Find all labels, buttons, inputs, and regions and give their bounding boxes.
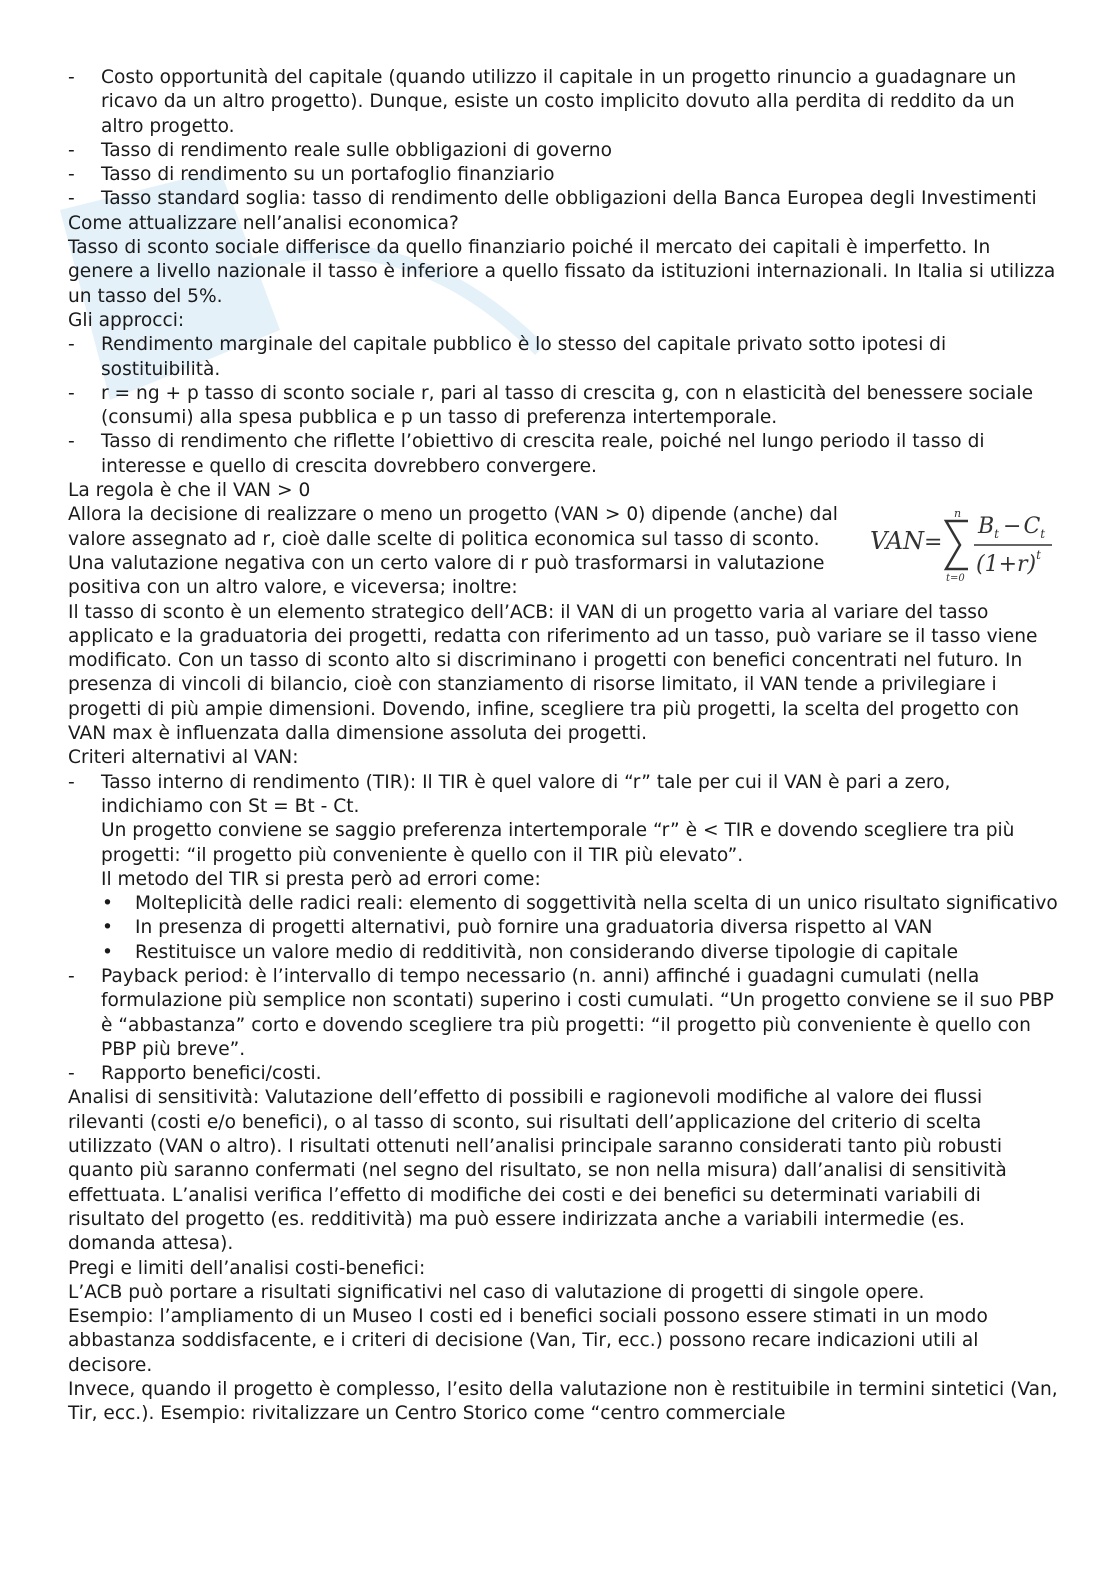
bullet-item: • Restituisce un valore medio di redditività, non considerando diverse tipologie di capitale [68,941,1058,965]
list-item: - Tasso di rendimento che riflette l’obiettivo di crescita reale, poiché nel lungo periodo il tasso di interesse e quello di crescita dovrebbero convergere. [68,430,1058,479]
list-item: - Tasso standard soglia: tasso di rendimento delle obbligazioni della Banca Europea degli Investimenti [68,187,1058,211]
question-heading: Come attualizzare nell’analisi economica? [68,212,459,234]
list-item: - Tasso di rendimento reale sulle obbligazioni di governo [68,139,1058,163]
paragraph-sensitivita: Analisi di sensitività: Valutazione dell’effetto di possibili e ragionevoli modifiche al valore dei flussi rilevanti (costi e/o benefici), o al tasso di sconto, sui risultati dell’applicazione del criterio di scelta utilizzato (VAN o altro). I risultati ottenuti nell’analisi principale saranno considerati tanto più robusti quanto più saranno confermati (nel segno del risultato, se non nella misura) dall’analisi di sensitività effettuata. L’analisi verifica l’effetto di modifiche dei costi e dei benefici su determinati variabili di risultato del progetto (es. redditività) ma può essere indirizzata anche a variabili intermedie (es. domanda attesa). [68,1087,1007,1255]
pregi-heading: Pregi e limiti dell’analisi costi-benefici: [68,1257,426,1279]
tir-errori: Il metodo del TIR si presta però ad errori come: [101,868,541,890]
formula-b-sub: t [994,527,999,542]
paragraph-tasso-sociale: Tasso di sconto sociale differisce da quello finanziario poiché il mercato dei capitali è imperfetto. In genere a livello nazionale il tasso è inferiore a quello fissato da istituzioni internazionali. In Italia si utilizza un tasso del 5%. [68,237,1056,307]
formula-c: C [1023,514,1041,540]
formula-lhs: VAN [870,527,925,556]
rule-line: La regola è che il VAN > 0 [68,480,311,502]
formula-numerator [977,514,1045,541]
approcci-heading: Gli approcci: [68,309,185,331]
tir-conviene: Un progetto conviene se saggio preferenza intertemporale “r” è < TIR e dovendo scegliere tra più progetti: “il progetto più conveniente è quello con il TIR più elevato”. [101,820,1015,866]
van-section [68,503,1058,600]
formula-minus: − [1003,514,1022,540]
formula-b: B [978,514,995,540]
list-item-rapporto: - Rapporto benefici/costi. [68,1062,1058,1086]
criteri-heading: Criteri alternativi al VAN: [68,747,299,769]
document-page [68,66,1058,1427]
paragraph-invece: Invece, quando il progetto è complesso, l’esito della valutazione non è restituibile in termini sintetici (Van, Tir, ecc.). Esempio: rivitalizzare un Centro Storico come “centro commerciale [68,1379,1058,1425]
paragraph-esempio: Esempio: l’ampliamento di un Museo I costi ed i benefici sociali possono essere stimati in un modo abbastanza soddisfacente, e i criteri di decisione (Van, Tir, ecc.) possono recare indicazioni utili al decisore. [68,1306,988,1376]
bullet-item: • Molteplicità delle radici reali: elemento di soggettività nella scelta di un unico risultato significativo [68,892,1058,916]
formula-den: (1+r) [976,552,1037,578]
bullet-item: • In presenza di progetti alternativi, può fornire una graduatoria diversa rispetto al VAN [68,916,1058,940]
paragraph-strategico: Il tasso di sconto è un elemento strategico dell’ACB: il VAN di un progetto varia al variare del tasso applicato e la graduatoria dei progetti, redatta con riferimento ad un tasso, può variare se il tasso viene modificato. Con un tasso di sconto alto si discriminano i progetti con benefici concentrati nel futuro. In presenza di vincoli di bilancio, cioè con stanziamento di risorse limitato, il VAN tende a privilegiare i progetti di più ampie dimensioni. Dovendo, infine, scegliere tra più progetti, la scelta del progetto con VAN max è influenzata dalla dimensione assoluta dei progetti. [68,601,1038,745]
van-formula [870,505,1054,581]
list-item: - Rendimento marginale del capitale pubblico è lo stesso del capitale privato sotto ipotesi di sostituibilità. [68,333,1058,382]
list-item-tir: - Tasso interno di rendimento (TIR): Il TIR è quel valore di “r” tale per cui il VAN è pari a zero, indichiamo con St = Bt - Ct. [68,771,1058,820]
list-item-payback: - Payback period: è l’intervallo di tempo necessario (n. anni) affinché i guadagni cumulati (nella formulazione più semplice non scontati) superino i costi cumulati. “Un progetto conviene se il suo PBP è “abbastanza” corto e dovendo scegliere tra più progetti: “il progetto più conveniente è quello con PBP più breve”. [68,965,1058,1062]
formula-equals: = [924,530,943,556]
formula-exp: t [1036,548,1041,563]
formula-denominator [976,548,1041,577]
formula-lower: t=0 [946,573,965,582]
list-item: - r = ng + p tasso di sconto sociale r, pari al tasso di crescita g, con n elasticità del benessere sociale (consumi) alla spesa pubblica e p un tasso di preferenza intertemporale. [68,382,1058,431]
sigma-icon [946,521,968,569]
list-item: - Costo opportunità del capitale (quando utilizzo il capitale in un progetto rinuncio a guadagnare un ricavo da un altro progetto). Dunque, esiste un costo implicito dovuto alla perdita di reddito da un altro progetto. [68,66,1058,139]
formula-upper: n [954,507,962,521]
list-item: - Tasso di rendimento su un portafoglio finanziario [68,163,1058,187]
paragraph-decisione: Allora la decisione di realizzare o meno un progetto (VAN > 0) dipende (anche) dal valore assegnato ad r, cioè dalle scelte di politica economica sul tasso di sconto. Una valutazione negativa con un certo valore di r può trasformarsi in valutazione positiva con un altro valore, e viceversa; inoltre: [68,504,838,599]
paragraph-acb: L’ACB può portare a risultati significativi nel caso di valutazione di progetti di singole opere. [68,1281,925,1303]
formula-c-sub: t [1040,527,1046,542]
